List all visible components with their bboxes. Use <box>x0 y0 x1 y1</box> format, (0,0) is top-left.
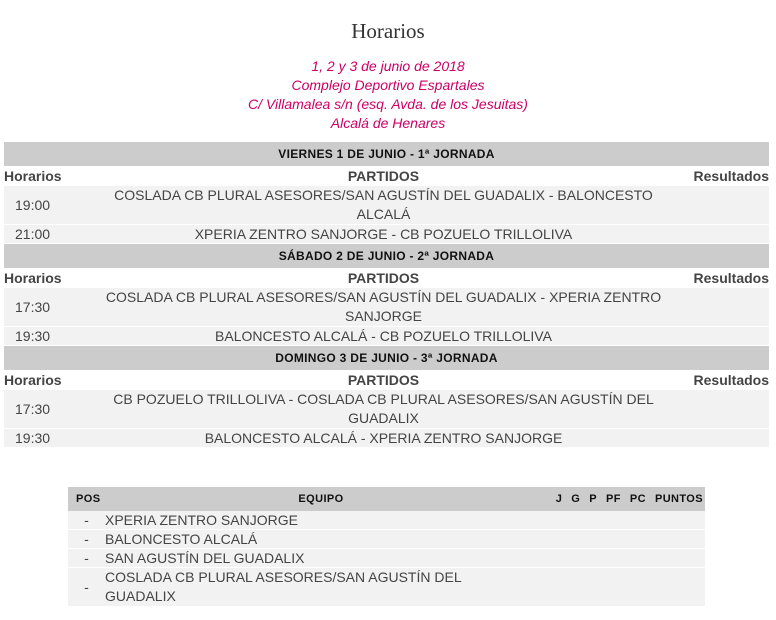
event-venue: Complejo Deportivo Espartales <box>291 77 485 93</box>
event-address: C/ Villamalea s/n (esq. Avda. de los Jesuitas) <box>248 96 528 112</box>
match-teams: XPERIA ZENTRO SANJORGE - CB POZUELO TRILLOLIVA <box>194 225 573 242</box>
standings-row <box>68 530 705 549</box>
standings-row <box>68 511 705 530</box>
header-resultados: Resultados <box>693 168 769 184</box>
match-time: 19:30 <box>15 430 51 446</box>
header-pc: PC <box>629 493 646 505</box>
schedule-table <box>4 142 769 448</box>
match-row <box>4 186 769 225</box>
column-headers <box>4 166 769 186</box>
match-time: 17:30 <box>15 401 51 417</box>
match-teams: CB POZUELO TRILLOLIVA - COSLADA CB PLURAL ASESORES/SAN AGUSTÍN DEL GUADALIX <box>113 391 654 426</box>
match-row <box>4 327 769 346</box>
jornada-header: DOMINGO 3 DE JUNIO - 3ª JORNADA <box>4 346 769 370</box>
header-horarios: Horarios <box>4 372 62 388</box>
match-time: 17:30 <box>15 299 51 315</box>
column-headers <box>4 370 769 390</box>
header-horarios: Horarios <box>4 270 62 286</box>
team-name: SAN AGUSTÍN DEL GUADALIX <box>105 549 305 566</box>
header-partidos: PARTIDOS <box>347 168 420 184</box>
header-resultados: Resultados <box>693 270 769 286</box>
team-pos: - <box>84 531 89 547</box>
header-equipo: EQUIPO <box>298 493 344 505</box>
header-pf: PF <box>606 493 621 505</box>
team-pos: - <box>84 579 89 595</box>
team-name: BALONCESTO ALCALÁ <box>105 530 258 547</box>
jornada-header: VIERNES 1 DE JUNIO - 1ª JORNADA <box>4 142 769 166</box>
match-teams: BALONCESTO ALCALÁ - CB POZUELO TRILLOLIVA <box>215 327 552 344</box>
team-name: COSLADA CB PLURAL ASESORES/SAN AGUSTÍN DEL GUADALIX <box>105 569 462 604</box>
match-row <box>4 429 769 448</box>
header-g: G <box>571 493 581 505</box>
match-row <box>4 390 769 429</box>
team-pos: - <box>84 512 89 528</box>
header-partidos: PARTIDOS <box>347 270 420 286</box>
header-partidos: PARTIDOS <box>347 372 420 388</box>
header-puntos: PUNTOS <box>654 493 703 505</box>
standings-header <box>68 487 705 511</box>
header-pos: POS <box>76 493 101 505</box>
match-row <box>4 288 769 327</box>
match-time: 21:00 <box>15 226 51 242</box>
match-time: 19:00 <box>15 197 51 213</box>
match-teams: COSLADA CB PLURAL ASESORES/SAN AGUSTÍN DEL GUADALIX - BALONCESTO ALCALÁ <box>114 187 653 222</box>
team-pos: - <box>84 550 89 566</box>
match-time: 19:30 <box>15 328 51 344</box>
event-info <box>0 57 776 133</box>
standings-table <box>68 487 705 607</box>
page-title: Horarios <box>351 19 425 43</box>
event-city: Alcalá de Henares <box>330 115 446 131</box>
header-horarios: Horarios <box>4 168 62 184</box>
header-resultados: Resultados <box>693 372 769 388</box>
event-dates: 1, 2 y 3 de junio de 2018 <box>311 58 465 74</box>
match-teams: BALONCESTO ALCALÁ - XPERIA ZENTRO SANJORGE <box>204 429 563 446</box>
header-p: P <box>589 493 597 505</box>
header-stats <box>536 487 705 511</box>
jornada-header: SÁBADO 2 DE JUNIO - 2ª JORNADA <box>4 244 769 268</box>
column-headers <box>4 268 769 288</box>
team-name: XPERIA ZENTRO SANJORGE <box>105 511 298 528</box>
header-j: J <box>555 493 563 505</box>
match-teams: COSLADA CB PLURAL ASESORES/SAN AGUSTÍN DEL GUADALIX - XPERIA ZENTRO SANJORGE <box>105 289 662 324</box>
standings-row <box>68 568 705 607</box>
match-row <box>4 225 769 244</box>
standings-row <box>68 549 705 568</box>
